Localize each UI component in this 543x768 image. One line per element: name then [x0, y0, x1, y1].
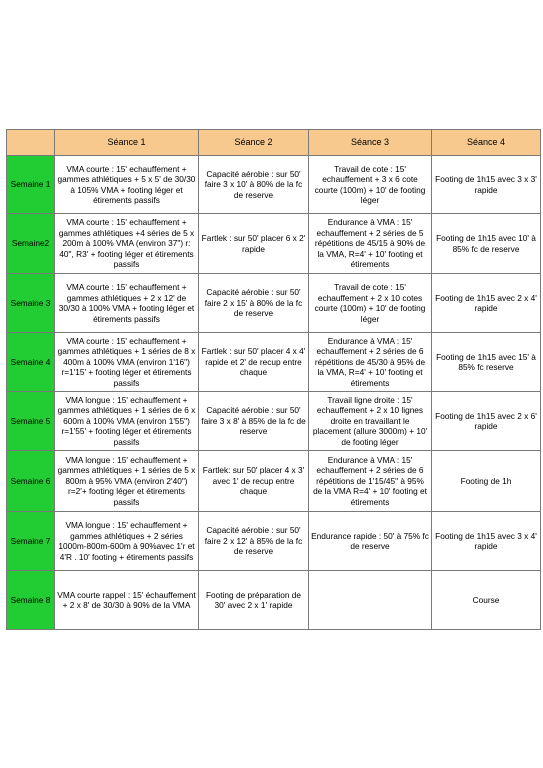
seance-1-cell: VMA courte : 15' echauffement + gammes athlétiques +4 séries de 5 x 200m à 100% VMA (environ 37") r: 40", R3' + footing léger et étirements passifs [55, 214, 199, 274]
table-row [7, 392, 541, 451]
seance-2-cell: Footing de préparation de 30' avec 2 x 1' rapide [199, 571, 309, 630]
week-label: Semaine 3 [7, 274, 55, 333]
seance-1-cell: VMA courte : 15' echauffement + gammes athlétiques + 2 x 12' de 30/30 à 100% VMA + footing léger et étirements passifs [55, 274, 199, 333]
seance-4-cell: Footing de 1h15 avec 2 x 6' rapide [432, 392, 541, 451]
header-seance-4: Séance 4 [432, 130, 541, 156]
seance-2-cell: Fartlek: sur 50' placer 4 x 3' avec 1' de recup entre chaque [199, 451, 309, 512]
seance-2-cell: Capacité aérobie : sur 50' faire 2 x 12' à 85% de la fc de reserve [199, 512, 309, 571]
week-label: Semaine 4 [7, 333, 55, 392]
seance-1-cell: VMA longue : 15' echauffement + gammes athlétiques + 1 séries de 5 x 800m à 95% VMA (environ 2'40") r=2'+ footing léger et étirements passifs [55, 451, 199, 512]
seance-1-cell: VMA longue : 15' echauffement + gammes athlétiques + 1 séries de 6 x 600m à 100% VMA (environ 1'55") r=1'55' + footing léger et étirements passifs [55, 392, 199, 451]
seance-1-cell: VMA courte : 15' echauffement + gammes athlétiques + 1 séries de 8 x 400m à 100% VMA (environ 1'16") r=1'15' + footing léger et étirements passifs [55, 333, 199, 392]
seance-3-cell: Endurance à VMA : 15' echauffement + 2 séries de 5 répétitions de 45/15 à 90% de la VMA, R=4' + 10' footing et étirements [309, 214, 432, 274]
seance-3-cell: Travail ligne droite : 15' echauffement + 2 x 10 lignes droite en travaillant le placement (allure 3000m) + 10' de footing léger [309, 392, 432, 451]
seance-3-cell: Endurance à VMA : 15' echauffement + 2 séries de 6 répétitions de 1'15/45" à 95% de la VMA R=4' + 10' footing et étirements [309, 451, 432, 512]
week-label: Semaine 8 [7, 571, 55, 630]
seance-1-cell: VMA courte : 15' echauffement + gammes athlétiques + 5 x 5' de 30/30 à 105% VMA + footing léger et étirements passifs [55, 156, 199, 214]
seance-3-cell: Endurance rapide : 50' à 75% fc de reserve [309, 512, 432, 571]
header-row [7, 130, 541, 156]
seance-1-cell: VMA longue : 15' echauffement + gammes athlétiques + 2 séries 1000m-800m-600m à 90%avec 1'r et 4'R . 10' footing + étirements passifs [55, 512, 199, 571]
week-label: Semaine 1 [7, 156, 55, 214]
seance-4-cell: Course [432, 571, 541, 630]
seance-4-cell: Footing de 1h15 avec 3 x 3' rapide [432, 156, 541, 214]
week-label: Semaine 7 [7, 512, 55, 571]
table-row [7, 512, 541, 571]
week-label: Semaine 5 [7, 392, 55, 451]
header-seance-2: Séance 2 [199, 130, 309, 156]
seance-2-cell: Capacité aérobie : sur 50' faire 3 x 8' à 85% de la fc de reserve [199, 392, 309, 451]
training-plan-table [6, 129, 541, 630]
table-row [7, 571, 541, 630]
header-seance-1: Séance 1 [55, 130, 199, 156]
seance-3-cell: Travail de cote : 15' echauffement + 3 x 6 cote courte (100m) + 10' de footing léger [309, 156, 432, 214]
seance-4-cell: Footing de 1h15 avec 10' à 85% fc de reserve [432, 214, 541, 274]
seance-2-cell: Fartlek : sur 50' placer 4 x 4' rapide et 2' de recup entre chaque [199, 333, 309, 392]
week-label: Semaine2 [7, 214, 55, 274]
header-seance-3: Séance 3 [309, 130, 432, 156]
table-row [7, 451, 541, 512]
table-row [7, 214, 541, 274]
seance-2-cell: Capacité aérobie : sur 50' faire 2 x 15' à 80% de la fc de reserve [199, 274, 309, 333]
seance-4-cell: Footing de 1h15 avec 15' à 85% fc reserve [432, 333, 541, 392]
corner-cell [7, 130, 55, 156]
seance-4-cell: Footing de 1h15 avec 2 x 4' rapide [432, 274, 541, 333]
seance-2-cell: Capacité aérobie : sur 50' faire 3 x 10' à 80% de la fc de reserve [199, 156, 309, 214]
seance-1-cell: VMA courte rappel : 15' échauffement + 2 x 8' de 30/30 à 90% de la VMA [55, 571, 199, 630]
seance-2-cell: Fartlek : sur 50' placer 6 x 2' rapide [199, 214, 309, 274]
seance-3-cell: Travail de cote : 15' echauffement + 2 x 10 cotes courte (100m) + 10' de footing léger [309, 274, 432, 333]
table-row [7, 156, 541, 214]
seance-4-cell: Footing de 1h [432, 451, 541, 512]
table-row [7, 333, 541, 392]
seance-3-cell: Endurance à VMA : 15' echauffement + 2 séries de 6 répétitions de 45/30 à 95% de la VMA, R=4' + 10' footing et étirements [309, 333, 432, 392]
table-row [7, 274, 541, 333]
seance-3-cell [309, 571, 432, 630]
seance-4-cell: Footing de 1h15 avec 3 x 4' rapide [432, 512, 541, 571]
week-label: Semaine 6 [7, 451, 55, 512]
